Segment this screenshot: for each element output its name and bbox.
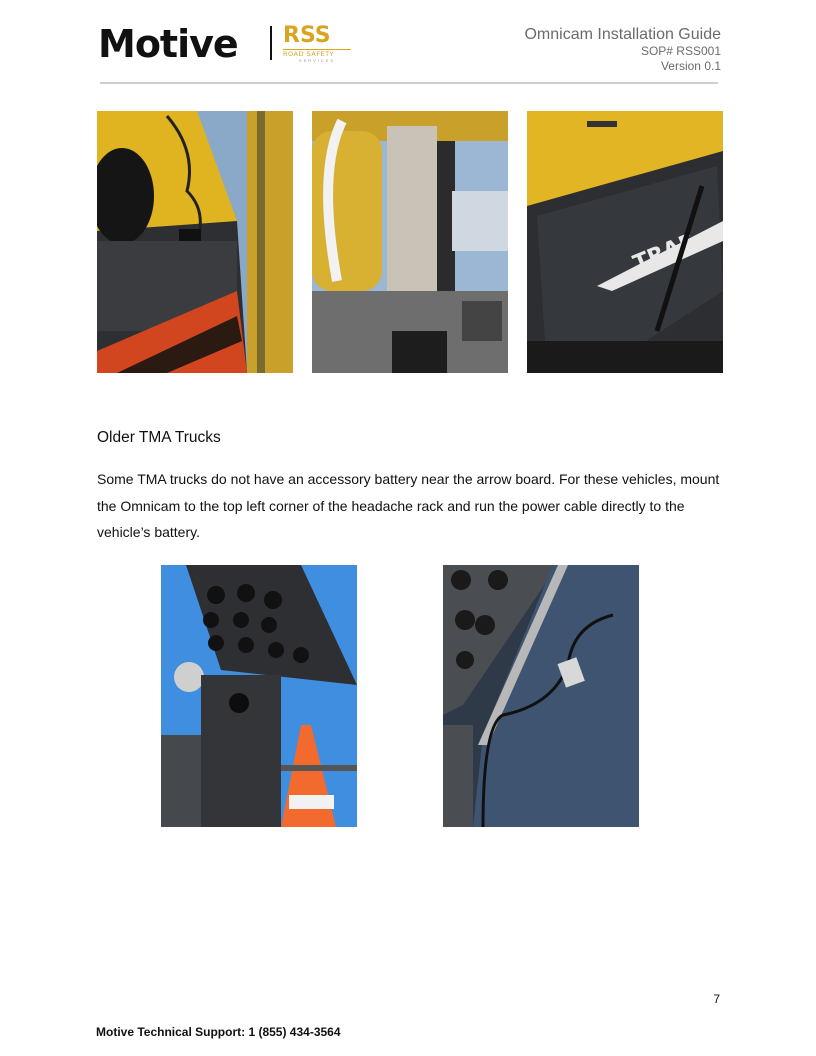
svg-text:TRAF: TRAF xyxy=(629,229,699,277)
header-divider xyxy=(100,82,718,84)
photo-tma-rear-yellow-tank-icon xyxy=(97,111,293,373)
photo-power-cable-routing-icon xyxy=(443,565,639,827)
page-number: 7 xyxy=(713,992,720,1006)
photo-tma-arrow-board-back-icon xyxy=(527,111,723,373)
document-title: Omnicam Installation Guide xyxy=(524,26,721,43)
photo-tma-side xyxy=(312,111,508,373)
rss-logo-text: ROAD SAFETY xyxy=(283,49,351,58)
logo-divider xyxy=(270,26,272,60)
sop-number: SOP# RSS001 xyxy=(640,44,721,58)
motive-logo: Motive xyxy=(98,22,238,66)
photo-headache-rack xyxy=(161,565,357,827)
rss-logo xyxy=(283,24,351,62)
rss-logo-subtext: SERVICES xyxy=(298,58,336,63)
photo-headache-rack-camera-icon xyxy=(161,565,357,827)
section-title: Older TMA Trucks xyxy=(97,429,221,446)
photo-tma-side-arrow-board-icon xyxy=(312,111,508,373)
photo-power-cable xyxy=(443,565,639,827)
document-version: Version 0.1 xyxy=(660,59,721,73)
section-body: Some TMA trucks do not have an accessory battery near the arrow board. For these vehicles, mount the Omnicam to the top left corner of the headache rack and run the power cable directly to the vehicle’s battery. xyxy=(97,471,720,540)
photo-tma-board xyxy=(527,111,723,373)
rss-logo-mark: RSS xyxy=(283,23,331,48)
photo-tma-rear xyxy=(97,111,293,373)
support-contact: Motive Technical Support: 1 (855) 434-3564 xyxy=(96,1025,341,1039)
